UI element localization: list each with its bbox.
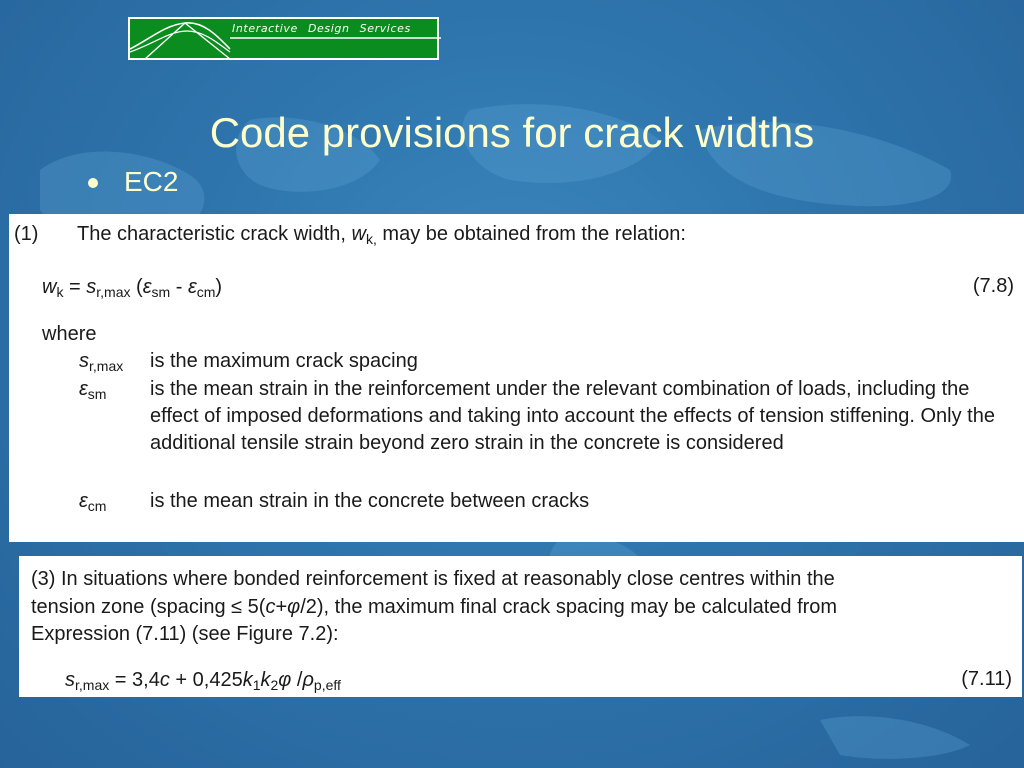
equation-number: (7.8) (972, 275, 1014, 297)
equation-number-7-11: (7.11) (961, 668, 1012, 690)
definition-epsilon-cm: $\varepsilon_{cm}$ is the mean strain in the concrete between cracks (79, 490, 590, 514)
definition-epsilon-sm: $\varepsilon_{sm}$ is the mean strain in the reinforcement under the relevant combination of loads, including the effect of imposed deformations and taking into account the effects of tension stiffening. Only the additional tensile strain beyond zero strain in the concrete is considered (79, 378, 995, 454)
slide-title: Code provisions for crack widths (209, 109, 815, 156)
bullet-item (88, 165, 178, 199)
clause-number: (1) (14, 223, 39, 245)
where-label: where (42, 323, 97, 345)
clause-3-line-1: (3) In situations where bonded reinforcement is fixed at reasonably close centres within the (31, 568, 835, 590)
definition-sr-max: $s_{r,max}$ is the maximum crack spacing (79, 350, 418, 374)
interactive-design-services-logo (128, 17, 439, 60)
clause-intro: The characteristic crack width, $w_{k,}$ may be obtained from the relation: (77, 223, 686, 247)
bullet-text: EC2 (124, 166, 179, 197)
clause-3-line-2: tension zone (spacing ≤ 5(c+φ/2), the maximum final crack spacing may be calculated from (31, 596, 838, 618)
equation-7-11: $s_{r,max} = 3,4c + 0,425k_1k_2\varphi$ $/\rho_{p,eff}$ (65, 669, 341, 693)
equation-7-8: $w_k = s_{r,max}$ $(\varepsilon_{sm} - \varepsilon_{cm})$ (42, 276, 223, 300)
logo-text: Interactive Design Services (232, 22, 411, 35)
clause-7-3-4-1-excerpt (9, 214, 1024, 542)
clause-3-line-3: Expression (7.11) (see Figure 7.2): (31, 623, 339, 645)
clause-7-3-4-3-excerpt (19, 556, 1022, 697)
bullet-dot-icon (88, 178, 98, 188)
